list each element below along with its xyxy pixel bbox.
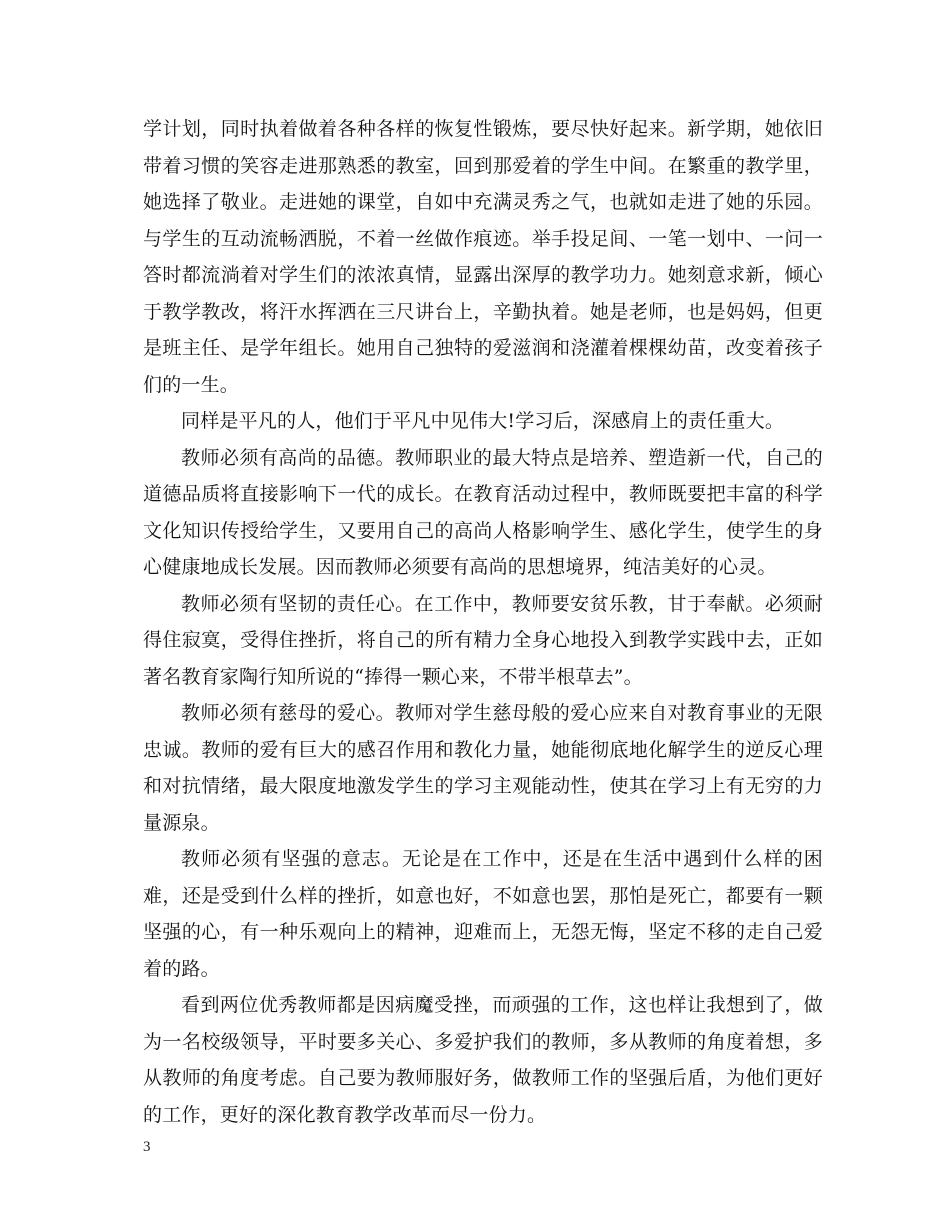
paragraph-love: 教师必须有慈母的爱心。教师对学生慈母般的爱心应来自对教育事业的无限忠诚。教师的爱有巨大的感召作用和教化力量，她能彻底地化解学生的逆反心理和对抗情绪，最大限度地激发学生的学习主观能动性，使其在学习上有无穷的力量源泉。 bbox=[143, 702, 823, 834]
paragraph-will: 教师必须有坚强的意志。无论是在工作中，还是在生活中遇到什么样的困难，还是受到什么样的挫折，如意也好，不如意也罢，那怕是死亡，都要有一颗坚强的心，有一种乐观向上的精神，迎难而上，无怨无悔，坚定不移的走自己爱着的路。 bbox=[143, 848, 823, 980]
paragraph-morality: 教师必须有高尚的品德。教师职业的最大特点是培养、塑造新一代，自己的道德品质将直接影响下一代的成长。在教育活动过程中，教师既要把丰富的科学文化知识传授给学生，又要用自己的高尚人格影响学生、感化学生，使学生的身心健康地成长发展。因而教师必须要有高尚的思想境界，纯洁美好的心灵。 bbox=[143, 446, 823, 578]
paragraph-continuation: 学计划，同时执着做着各种各样的恢复性锻炼，要尽快好起来。新学期，她依旧带着习惯的笑容走进那熟悉的教室，回到那爱着的学生中间。在繁重的教学里，她选择了敬业。走进她的课堂，自如中充满灵秀之气，也就如走进了她的乐园。与学生的互动流畅洒脱，不着一丝做作痕迹。举手投足间、一笔一划中、一问一答时都流淌着对学生们的浓浓真情，显露出深厚的教学功力。她刻意求新，倾心于教学教改，将汗水挥洒在三尺讲台上，辛勤执着。她是老师，也是妈妈，但更是班主任、是学年组长。她用自己独特的爱滋润和浇灌着棵棵幼苗，改变着孩子们的一生。 bbox=[143, 118, 823, 396]
page-number: 3 bbox=[143, 1139, 151, 1155]
paragraph-summary: 同样是平凡的人，他们于平凡中见伟大!学习后，深感肩上的责任重大。 bbox=[181, 410, 785, 432]
paragraph-responsibility: 教师必须有坚韧的责任心。在工作中，教师要安贫乐教，甘于奉献。必须耐得住寂寞，受得住挫折，将自己的所有精力全身心地投入到教学实践中去，正如著名教育家陶行知所说的“捧得一颗心来，不带半根草去”。 bbox=[143, 592, 823, 688]
document-body bbox=[143, 111, 823, 1133]
paragraph-reflection: 看到两位优秀教师都是因病魔受挫，而顽强的工作，这也样让我想到了，做为一名校级领导，平时要多关心、多爱护我们的教师，多从教师的角度着想，多从教师的角度考虑。自己要为教师服好务，做教师工作的坚强后盾，为他们更好的工作，更好的深化教育教学改革而尽一份力。 bbox=[143, 994, 823, 1126]
